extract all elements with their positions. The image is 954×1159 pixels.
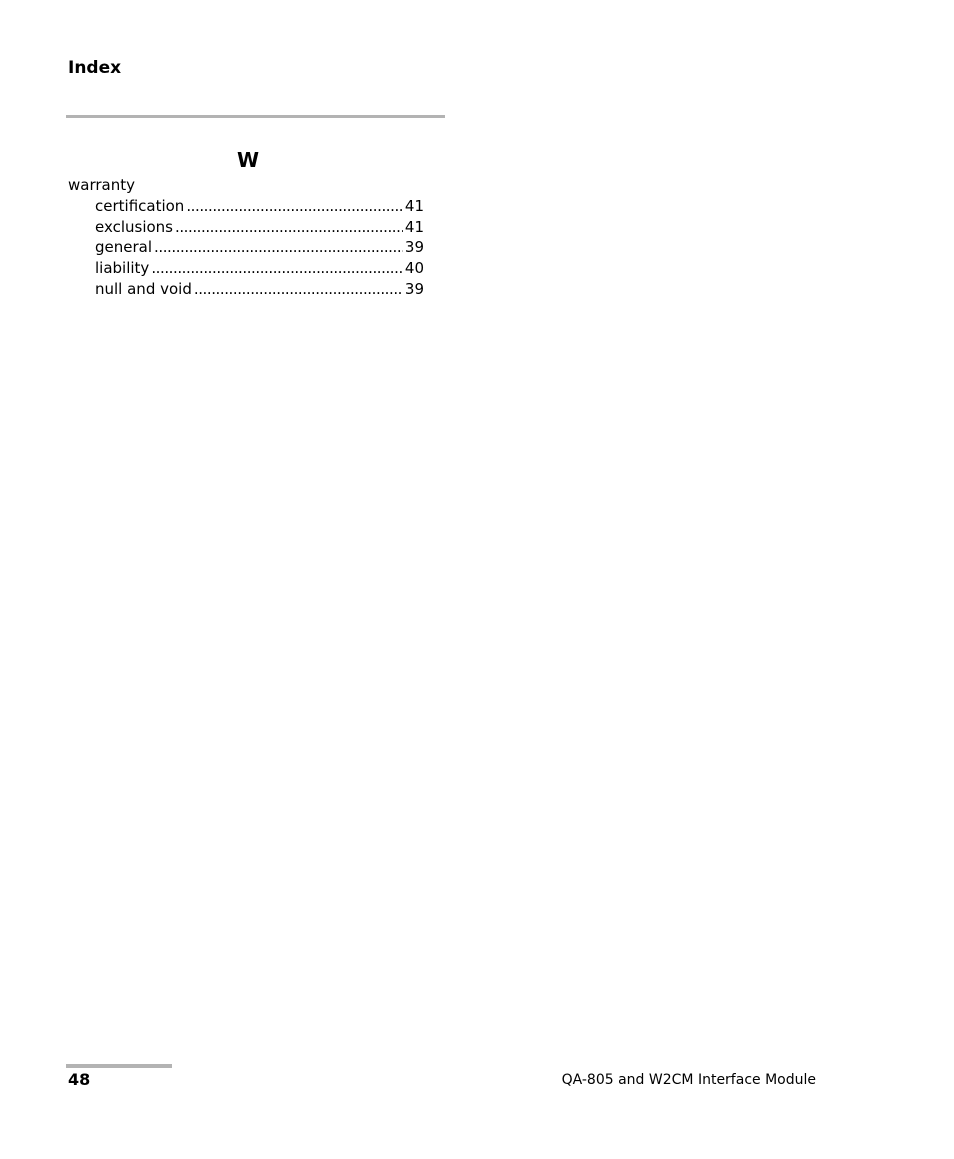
index-main-term: warranty	[68, 176, 135, 194]
index-entry	[68, 217, 424, 238]
dot-leader	[186, 196, 403, 217]
dot-leader	[194, 279, 403, 300]
index-entry-label: exclusions	[95, 217, 173, 236]
index-entry	[68, 196, 424, 217]
running-head: Index	[68, 58, 122, 78]
footer-divider	[66, 1064, 172, 1068]
dot-leader	[151, 258, 403, 279]
index-entry-label: null and void	[95, 279, 192, 298]
header-divider	[66, 115, 445, 118]
index-entry-page[interactable]: 41	[404, 217, 424, 236]
index-entry-page[interactable]: 39	[404, 279, 424, 298]
index-section-letter: W	[237, 148, 260, 172]
index-entry-label: general	[95, 238, 153, 257]
index-entry	[68, 237, 424, 258]
index-entry-label: certification	[95, 196, 185, 215]
dot-leader	[175, 217, 403, 238]
dot-leader	[154, 237, 403, 258]
page-number: 48	[68, 1070, 91, 1089]
index-entry	[68, 279, 424, 300]
index-entry-page[interactable]: 40	[404, 259, 424, 278]
document-title: QA-805 and W2CM Interface Module	[561, 1072, 816, 1088]
index-entry-label: liability	[95, 259, 150, 278]
index-entry-page[interactable]: 39	[404, 238, 424, 257]
index-list	[68, 175, 424, 300]
index-entry-page[interactable]: 41	[404, 196, 424, 215]
index-entry	[68, 258, 424, 279]
